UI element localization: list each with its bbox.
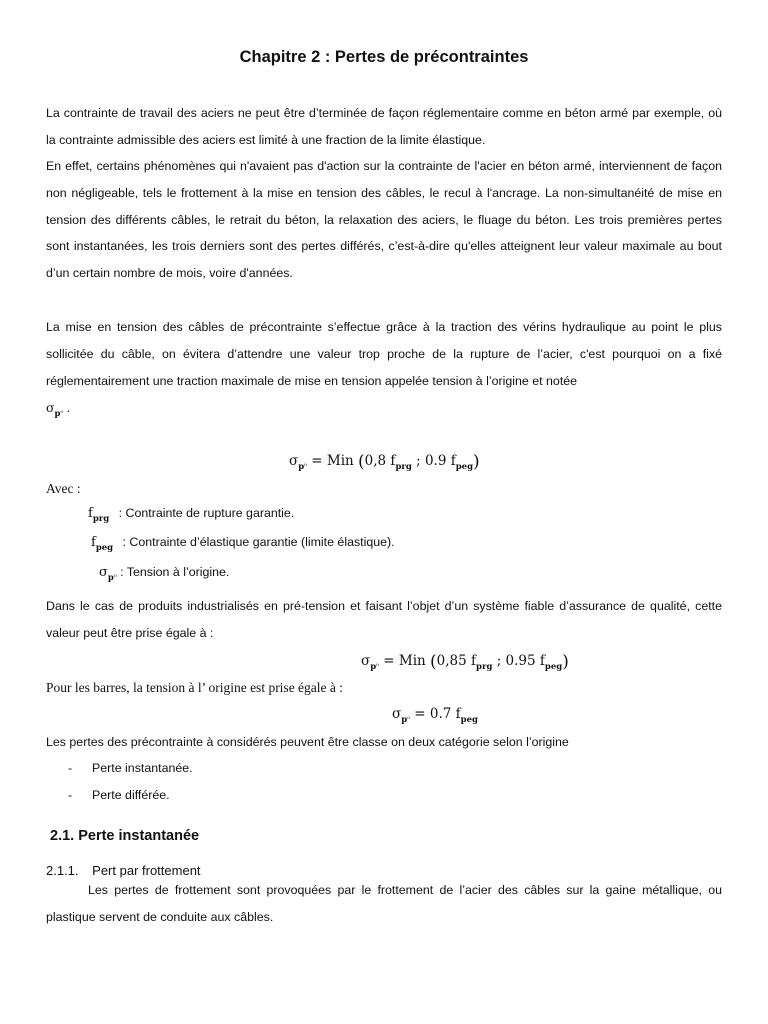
formula-tension-industrialise: $\sigma_p_0$ = Min (0,85 $f_{prg}$ ; 0.95 $f_{peg}$)	[361, 652, 569, 672]
subsection-number: 2.1.1.	[46, 863, 79, 878]
definition-sigma-p0: $\sigma_p_0$ : Tension à l’origine.	[99, 565, 230, 583]
symbol-sigma-p0: $\sigma_p_0$ .	[46, 400, 71, 419]
paragraph-intro-3: La mise en tension des câbles de précontrainte s’effectue grâce à la traction des vérins hydraulique au point le plus sollicitée du câble, on évitera d’attendre une valeur trop proche de la rupture de l’acier, c'est pourquoi on a fixé réglementairement une traction maximale de mise en tension appelée tension à l’origine et notée	[46, 320, 722, 388]
paragraph-categories: Les pertes des précontrainte à considérés peuvent être classe on deux catégorie selon l’origine	[46, 735, 569, 749]
subsection-title: Pert par frottement	[92, 863, 201, 878]
subsection-heading	[46, 863, 201, 878]
definition-fprg: $f_{prg}$ : Contrainte de rupture garantie.	[88, 506, 295, 524]
avec-label: Avec :	[46, 481, 81, 496]
chapter-title: Chapitre 2 : Pertes de précontraintes	[239, 48, 529, 66]
bullet-dash: -	[68, 761, 73, 775]
bullet-text: Perte différée.	[92, 788, 170, 802]
paragraph-industrialises: Dans le cas de produits industrialisés en pré-tension et faisant l’objet d’un système fiable d’assurance de qualité, cette valeur peut être prise égale à :	[46, 599, 722, 640]
barres-sentence: Pour les barres, la tension à l’ origine est prise égale à :	[46, 680, 344, 695]
definition-fpeg: $f_{peg}$ : Contrainte d’élastique garantie (limite élastique).	[91, 535, 395, 553]
paragraph-intro-1: La contrainte de travail des aciers ne peut être d’terminée de façon réglementaire comme en béton armé par exemple, où la contrainte admissible des aciers est limité à une fraction de la limite élastique.	[46, 106, 722, 147]
formula-tension-origine: $\sigma_p_0$ = Min (0,8 $f_{prg}$ ; 0.9 $f_{peg}$)	[289, 452, 480, 472]
paragraph-frottement: Les pertes de frottement sont provoquées par le frottement de l’acier des câbles sur la gaine métallique, ou plastique servent de conduite aux câbles.	[46, 883, 722, 924]
section-heading: 2.1. Perte instantanée	[50, 828, 200, 844]
bullet-text: Perte instantanée.	[92, 761, 193, 775]
paragraph-intro-2: En effet, certains phénomènes qui n'avaient pas d'action sur la contrainte de l'acier en béton armé, interviennent de façon non négligeable, tels le frottement à la mise en tension des câbles, le recul à l'ancrage. La non-simultanéité de mise en tension des différents câbles, le retrait du béton, la relaxation des aciers, le fluage du béton. Les trois premières pertes sont instantanées, les trois derniers sont des pertes différés, c’est-à-dire qu'elles atteignent leur valeur maximale au bout d’un certain nombre de mois, voire d'années.	[46, 159, 722, 281]
bullet-dash: -	[68, 788, 73, 802]
formula-tension-barres: $\sigma_p_0 = 0.7$ $f_{peg}$	[392, 706, 478, 725]
